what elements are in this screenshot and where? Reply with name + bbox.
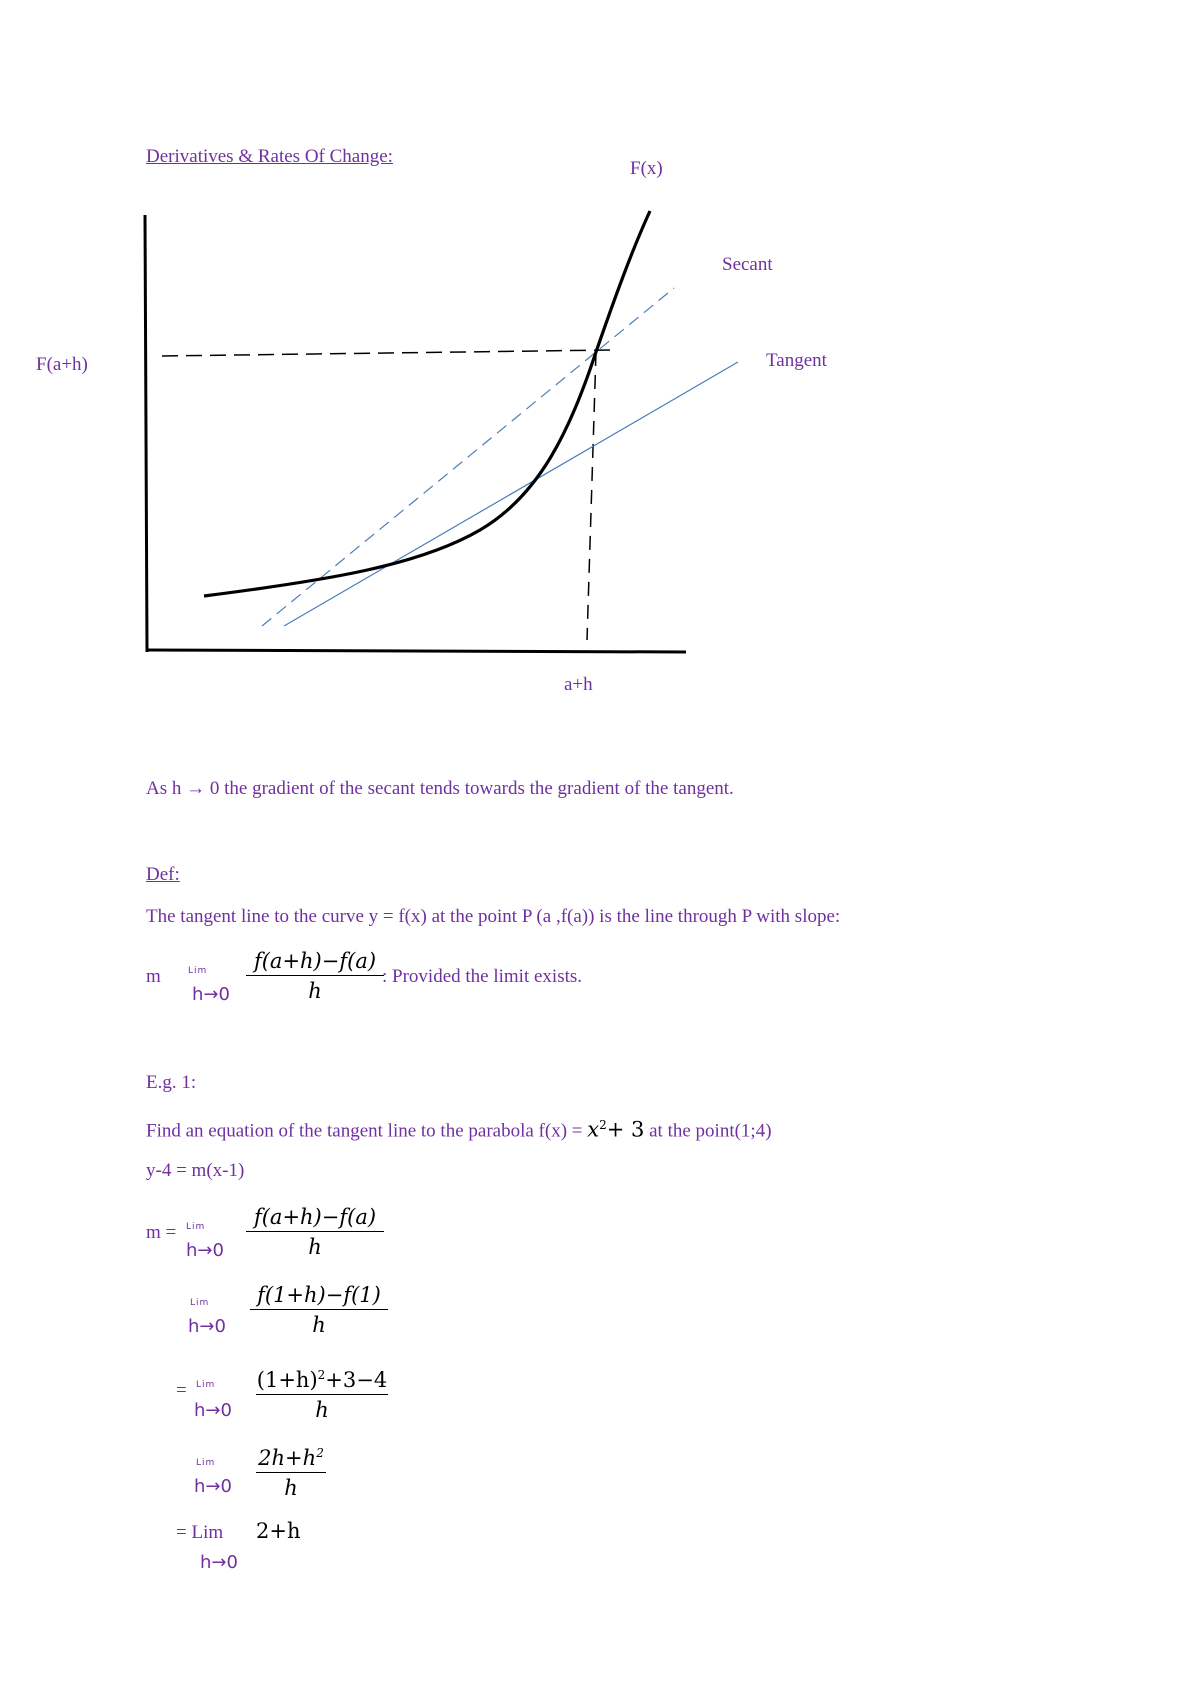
step4-num-base: 2h+h: [258, 1446, 317, 1470]
step3-num-exp: 2: [317, 1368, 326, 1382]
problem-exp: 2: [599, 1118, 607, 1132]
step2-fraction: [250, 1282, 388, 1338]
ah-dashed-guide: [587, 352, 596, 640]
secant-label: Secant: [722, 254, 773, 275]
fraction-bar: [246, 1231, 384, 1232]
step5-sub: h→0: [200, 1552, 238, 1573]
tangent-line: [284, 362, 738, 626]
step1-numerator: f(a+h)−f(a): [253, 1205, 377, 1229]
step3-num-base: (1+h): [256, 1368, 318, 1392]
step2-numerator: f(1+h)−f(1): [257, 1283, 381, 1307]
function-curve: [204, 211, 650, 596]
step1-lim: Lim: [186, 1222, 206, 1232]
problem-suffix: at the point(1;4): [644, 1120, 772, 1142]
step4-sub: h→0: [194, 1476, 232, 1497]
step3-lim: Lim: [196, 1380, 216, 1390]
step3-prefix: =: [176, 1380, 187, 1401]
step2-lim: Lim: [190, 1298, 210, 1308]
def-text: The tangent line to the curve y = f(x) at the point P (a ,f(a)) is the line through P with slope:: [146, 906, 841, 927]
def-denominator: h: [308, 979, 322, 1003]
fraction-bar: [256, 1394, 388, 1395]
def-heading: Def:: [146, 864, 180, 885]
problem-x: x: [587, 1117, 600, 1142]
page-title: Derivatives & Rates Of Change:: [146, 146, 393, 167]
step1-denominator: h: [308, 1235, 322, 1259]
step1-sub: h→0: [186, 1240, 224, 1261]
tangent-line-equation: y-4 = m(x-1): [146, 1160, 245, 1181]
step3-fraction: [256, 1362, 388, 1423]
secant-tangent-statement: As h → 0 the gradient of the secant tends towards the gradient of the tangent.: [146, 778, 734, 799]
step5-prefix: = Lim: [176, 1522, 224, 1543]
def-provided: : Provided the limit exists.: [382, 966, 583, 987]
step4-num-exp: 2: [316, 1446, 324, 1460]
fah-dashed-guide: [162, 350, 612, 356]
example-heading: E.g. 1:: [146, 1072, 197, 1093]
tangent-label: Tangent: [766, 350, 827, 371]
step3-numerator: [256, 1362, 388, 1393]
problem-rest: + 3: [606, 1117, 645, 1142]
x-axis: [147, 650, 686, 652]
step3-sub: h→0: [194, 1400, 232, 1421]
fah-label: F(a+h): [36, 354, 88, 375]
example-problem: [146, 1114, 772, 1142]
fraction-bar: [246, 975, 384, 976]
step3-denominator: h: [315, 1398, 329, 1422]
fraction-bar: [250, 1309, 388, 1310]
def-lim-label: Lim: [188, 966, 208, 976]
secant-line: [262, 288, 674, 626]
step2-sub: h→0: [188, 1316, 226, 1337]
def-fraction: [246, 948, 384, 1004]
problem-prefix: Find an equation of the tangent line to the parabola f(x) =: [146, 1120, 588, 1142]
y-axis: [145, 215, 147, 652]
step4-numerator: [256, 1440, 326, 1471]
fraction-bar: [256, 1472, 326, 1473]
step4-lim: Lim: [196, 1458, 216, 1468]
step1-fraction: [246, 1204, 384, 1260]
ah-label: a+h: [564, 674, 593, 695]
step4-denominator: h: [284, 1476, 298, 1500]
step3-num-rest: +3−4: [325, 1368, 388, 1392]
step4-fraction: [256, 1440, 326, 1501]
def-lim-sub: h→0: [192, 984, 230, 1005]
step1-prefix: m =: [146, 1222, 177, 1243]
def-numerator: f(a+h)−f(a): [253, 949, 377, 973]
fx-label: F(x): [630, 158, 663, 179]
derivative-graph: [0, 0, 1200, 700]
def-m: m: [146, 966, 161, 987]
step2-denominator: h: [312, 1313, 326, 1337]
step5-expression: 2+h: [256, 1519, 301, 1543]
